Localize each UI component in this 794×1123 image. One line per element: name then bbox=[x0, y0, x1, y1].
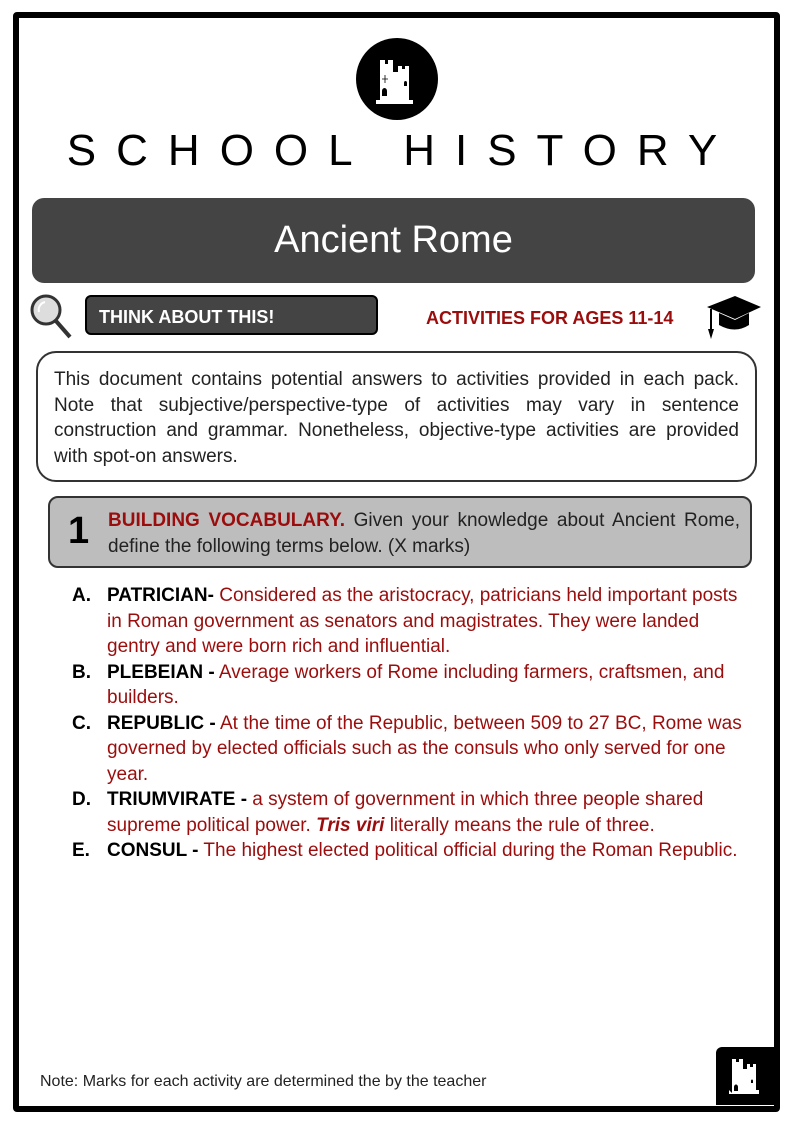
item-term: PLEBEIAN - bbox=[107, 661, 215, 683]
magnifier-icon bbox=[28, 292, 74, 340]
page-title: Ancient Rome bbox=[32, 198, 755, 283]
item-definition: a system of government in which three people shared supreme political power. bbox=[107, 789, 704, 836]
item-emphasis: Tris viri bbox=[316, 814, 385, 836]
item-letter: C. bbox=[72, 712, 91, 734]
item-term: PATRICIAN- bbox=[107, 585, 214, 606]
item-letter: A. bbox=[72, 585, 91, 606]
list-item bbox=[72, 660, 742, 711]
section-instructions bbox=[108, 508, 740, 559]
intro-box: This document contains potential answers to activities provided in each pack. Note that subjective/perspective-type of activities may vary in sentence construction and grammar. Nonetheless, objective-type activities are provided with spot-on answers. bbox=[36, 351, 757, 482]
item-term: REPUBLIC - bbox=[107, 712, 216, 734]
castle-corner-icon bbox=[716, 1047, 774, 1105]
graduation-cap-icon bbox=[703, 293, 763, 339]
list-item bbox=[72, 838, 742, 864]
list-item bbox=[72, 711, 742, 788]
brand-name: SCHOOL HISTORY bbox=[66, 126, 738, 175]
item-letter: E. bbox=[72, 840, 90, 861]
item-term: TRIUMVIRATE - bbox=[107, 789, 248, 810]
section-heading: BUILDING VOCABULARY. bbox=[108, 510, 345, 531]
item-definition-cont: literally means the rule of three. bbox=[384, 814, 655, 836]
item-definition: The highest elected political official during the Roman Republic. bbox=[198, 840, 738, 861]
item-definition: At the time of the Republic, between 509 to 27 BC, Rome was governed by elected officials such as the consuls who only served for one year. bbox=[107, 712, 742, 785]
castle-logo-icon bbox=[356, 38, 438, 120]
list-item bbox=[72, 787, 742, 838]
footer-note: Note: Marks for each activity are determined the by the teacher bbox=[40, 1073, 487, 1090]
item-letter: B. bbox=[72, 661, 91, 683]
section-header bbox=[48, 496, 752, 568]
ages-label: ACTIVITIES FOR AGES 11-14 bbox=[426, 308, 674, 328]
section-number: 1 bbox=[68, 510, 90, 552]
list-item bbox=[72, 583, 742, 660]
item-letter: D. bbox=[72, 789, 91, 810]
think-about-this-label: THINK ABOUT THIS! bbox=[85, 295, 378, 335]
section-text: Given your knowledge about Ancient Rome, define the following terms below. (X marks) bbox=[108, 510, 740, 557]
item-definition: Average workers of Rome including farmers, craftsmen, and builders. bbox=[107, 661, 725, 708]
item-definition: Considered as the aristocracy, patricians held important posts in Roman government as senators and magistrates. They were landed gentry and were born rich and influential. bbox=[107, 585, 738, 657]
item-term: CONSUL - bbox=[107, 840, 199, 861]
vocabulary-list bbox=[72, 583, 742, 864]
